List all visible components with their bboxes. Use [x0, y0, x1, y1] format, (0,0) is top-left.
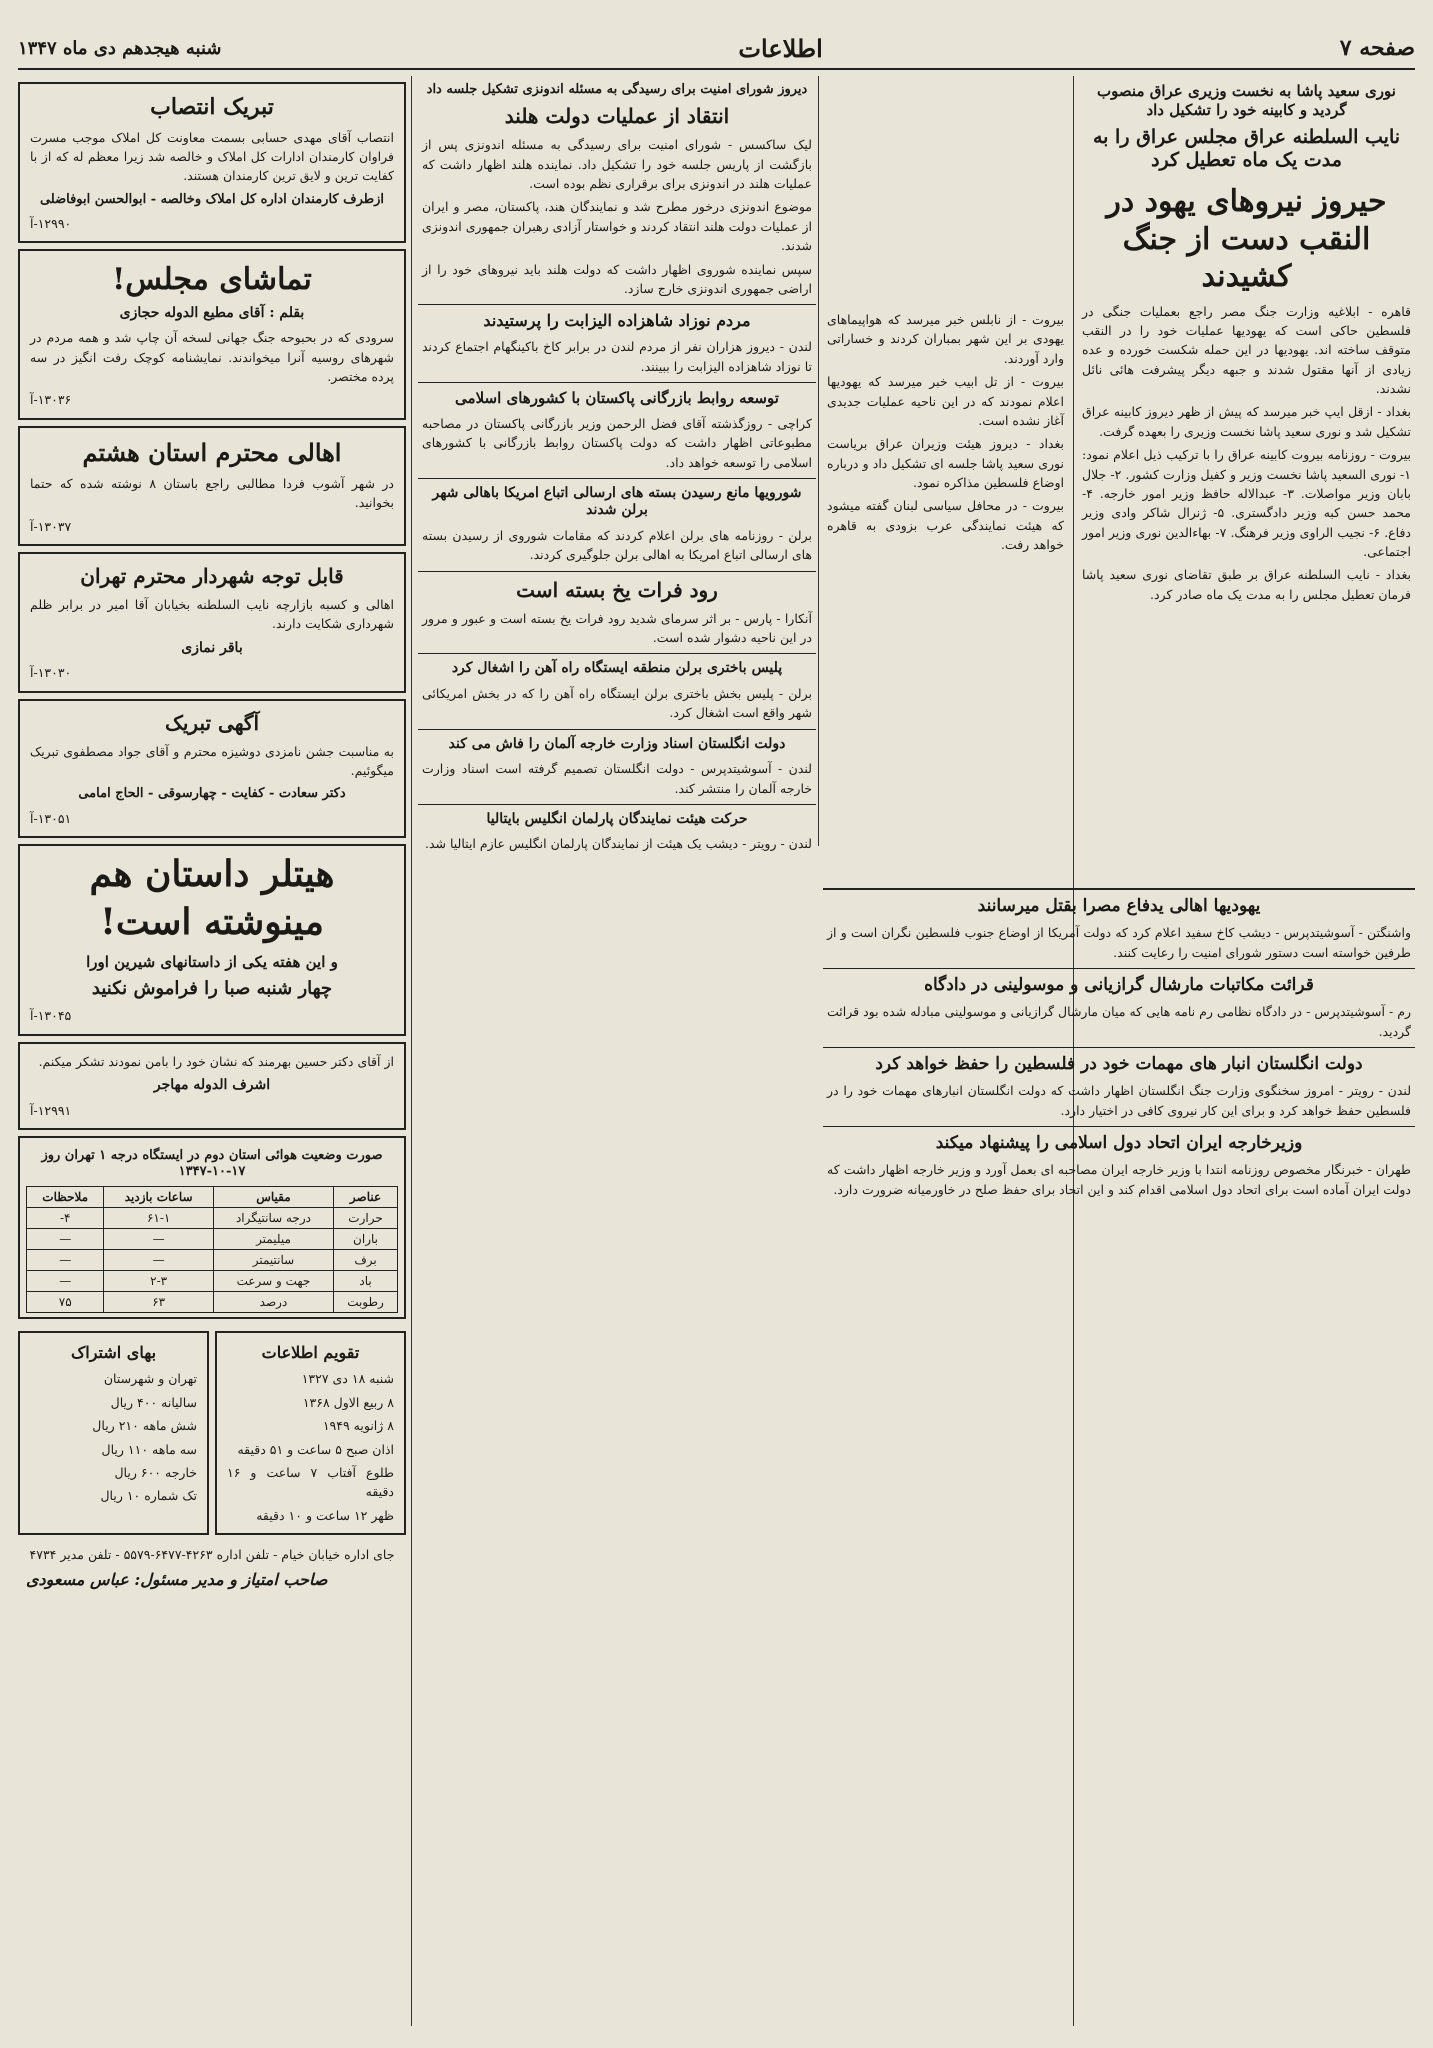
article-text: آنکارا - پارس - بر اثر سرمای شدید رود فرات یخ بسته است و عبور و مرور در این ناحیه دشوار شده است.	[422, 610, 812, 645]
article-text: سپس نماینده شوروی اظهار داشت که دولت هلند باید نیروهای خود را از اراضی جمهوری اندونزی خارج سازد.	[422, 261, 812, 296]
table-row	[27, 1208, 398, 1229]
headline-iraq-2: نایب السلطنه عراق مجلس عراق را به مدت یک ماه تعطیل کرد	[1092, 125, 1401, 172]
column-rule	[411, 76, 412, 2026]
ad-title: آگهی تبریک	[164, 710, 260, 735]
newspaper-name: اطلاعات	[738, 33, 823, 63]
article-text: لیک ساکسس - شورای امنیت برای رسیدگی به مسئله اندونزی پس از بازگشت از پاریس جلسه خود را تشکیل داد. نماینده هلند اظهار داشت که عملیات هلند در اندونزی برای برقراری نظم بوده است.	[422, 137, 812, 191]
office-address: جای اداره خیابان خیام - تلفن اداره ۴۲۶۳-۶۴۷۷-۵۵۷۹ - تلفن مدیر ۴۷۳۴	[29, 1547, 395, 1563]
table-cell: —	[27, 1271, 104, 1292]
article-text: بیروت - از تل ابیب خبر میرسد که یهودیها اعلام نمودند که در این ناحیه عملیات جدیدی آغاز نشده است.	[827, 374, 1064, 428]
ad-theatre	[18, 249, 406, 420]
table-cell: جهت و سرعت	[213, 1271, 333, 1292]
divider	[823, 1126, 1415, 1127]
article-text: رم - آسوشیتدپرس - در دادگاه نظامی رم نامه هایی که میان مارشال گرازیانی و موسولینی مبادله شده بود قرائت گردید.	[827, 1004, 1411, 1039]
table-cell: —	[27, 1229, 104, 1250]
ad-congrats	[18, 699, 406, 838]
table-row	[27, 1229, 398, 1250]
ad-code: ۱۳۰۴۵-آ	[30, 1008, 72, 1024]
table-cell: ۷۵	[27, 1292, 104, 1313]
divider	[823, 1047, 1415, 1048]
divider	[418, 653, 816, 654]
divider	[418, 304, 816, 305]
article-text: واشنگتن - آسوشیتدپرس - دیشب کاخ سفید اعلام کرد که دولت آمریکا از اوضاع جنوب فلسطین نگران است و از طرفین خواسته است دستور شورای امنیت را رعایت کنند.	[827, 925, 1411, 960]
column-world	[418, 76, 816, 2026]
headline-islamic-union: وزیرخارجه ایران اتحاد دول اسلامی را پیشنهاد میکند	[935, 1133, 1303, 1153]
headline-negev: حیروز نیروهای یهود در النقب دست از جنگ کشیدند	[1106, 184, 1387, 294]
ad-signature: دکتر سعادت - کفایت - چهارسوقی - الحاج امامی	[78, 786, 346, 802]
ad-code: ۱۳۰۳۶-آ	[30, 392, 72, 408]
article-text: بغداد - نایب السلطنه عراق بر طبق تقاضای نوری سعید پاشا فرمان تعطیل مجلس را به مدت یک ماه صادر کرد.	[1082, 567, 1411, 602]
table-cell: —	[27, 1250, 104, 1271]
table-cell: —	[104, 1250, 214, 1271]
article-text: لندن - دیروز هزاران نفر از مردم لندن در برابر کاخ باکینگهام اجتماع کردند تا نوزاد شاهزاده الیزابت را ببینند.	[422, 339, 812, 374]
article-text: موضوع اندونزی درخور مطرح شد و نمایندگان هند، پاکستان، مصر و ایران از عملیات دولت هلند انتقاد کردند و خواستار آزادی رهبران جمهوری اندونزی شدند.	[422, 199, 812, 254]
headline-britain-depots: دولت انگلستان انبار های مهمات خود در فلسطین را حفظ خواهد کرد	[875, 1054, 1363, 1074]
subscription-box	[18, 1331, 209, 1535]
ad-signature: باقر نمازی	[181, 639, 243, 656]
ad-province	[18, 426, 406, 546]
headline-pakistan: توسعه روابط بازرگانی پاکستان با کشورهای اسلامی	[455, 389, 779, 407]
column-ads	[18, 76, 406, 2026]
ad-hitler-story	[18, 844, 406, 1036]
headline-berlin-parcels: شورویها مانع رسیدن بسته های ارسالی اتباع امریکا باهالی شهر برلن شدند	[432, 484, 802, 519]
table-cell: سانتیمتر	[213, 1250, 333, 1271]
divider	[418, 571, 816, 572]
publisher-signature: صاحب امتیاز و مدیر مسئول: عباس مسعودی	[26, 1570, 328, 1590]
ad-code: ۱۳۰۵۱-آ	[30, 810, 72, 826]
subscription-line: خارجه ۶۰۰ ریال	[114, 1464, 197, 1480]
table-cell: درصد	[213, 1292, 333, 1313]
table-cell: برف	[334, 1250, 398, 1271]
article-text: کراچی - روزگذشته آقای فضل الرحمن وزیر بازرگانی پاکستان در مصاحبه مطبوعاتی اظهار داشت که دولت پاکستان روابط بازرگانی با کشورهای اسلامی را توسعه خواهد داد.	[422, 415, 812, 470]
calendar-line: اذان صبح ۵ ساعت و ۵۱ دقیقه	[237, 1441, 394, 1457]
lower-news-block	[823, 888, 1415, 2030]
divider	[418, 478, 816, 479]
ad-title: هیتلر داستان هم مینوشته است!	[89, 852, 335, 944]
ad-appointment	[18, 82, 406, 243]
headline-royal-baby: مردم نوزاد شاهزاده الیزابت را پرستیدند	[483, 311, 751, 331]
weather-header: عناصر	[334, 1187, 398, 1208]
table-cell: حرارت	[334, 1208, 398, 1229]
ad-code: ۱۳۰۳۷-آ	[30, 518, 72, 534]
ad-signature: اشرف الدوله مهاجر	[153, 1077, 271, 1094]
ad-title: تبریک انتصاب	[150, 94, 274, 120]
weather-header: مقیاس	[213, 1187, 333, 1208]
weather-table	[26, 1186, 398, 1313]
divider	[418, 382, 816, 383]
calendar-title: تقویم اطلاعات	[261, 1343, 360, 1363]
subscription-title: بهای اشتراک	[70, 1343, 157, 1363]
subscription-line: تک شماره ۱۰ ریال	[100, 1488, 197, 1504]
calendar-line: ۸ ربیع الاول ۱۳۶۸	[302, 1394, 394, 1410]
ad-title: قابل توجه شهردار محترم تهران	[80, 563, 344, 588]
article-text: بغداد - ازقل ایپ خبر میرسد که پیش از ظهر دیروز کابینه عراق تشکیل شد و نوری سعید پاشا نخست وزیری را بعهده گرفت.	[1082, 404, 1411, 439]
table-cell: ۶۱-۱	[104, 1208, 214, 1229]
ad-tagline: چهار شنبه صبا را فراموش نکنید	[91, 977, 333, 999]
table-cell: ۴-	[27, 1208, 104, 1229]
ad-code: ۱۳۰۳۰-آ	[30, 665, 72, 681]
headline-egypt: یهودیها اهالی یدفاع مصرا بقتل میرسانند	[977, 896, 1261, 916]
ad-thanks	[18, 1042, 406, 1130]
article-text: لندن - آسوشیتدپرس - دولت انگلستان تصمیم گرفته است اسناد وزارت خارجه آلمان را منتشر کند.	[422, 761, 812, 796]
divider	[418, 729, 816, 730]
ad-text: و این هفته یکی از داستانهای شیرین اورا	[86, 953, 338, 972]
weather-header: ساعات بازدید	[104, 1187, 214, 1208]
subscription-line: شش ماهه ۲۱۰ ریال	[92, 1418, 197, 1434]
ad-text: در شهر آشوب فردا مطالبی راجع باستان ۸ نوشته شده که حتما بخوانید.	[30, 475, 394, 511]
headline-berlin-police: پلیس باختری برلن منطقه ایستگاه راه آهن را اشغال کرد	[451, 660, 783, 677]
subscription-line: تهران و شهرستان	[103, 1371, 197, 1387]
calendar-line: ظهر ۱۲ ساعت و ۱۰ دقیقه	[256, 1507, 394, 1523]
ad-text: اهالی و کسبه بازارچه نایب السلطنه بخیابان آقا امیر در برابر ظلم شهرداری شکایت دارند.	[30, 596, 394, 632]
subscription-line: سالیانه ۴۰۰ ریال	[110, 1394, 197, 1410]
ad-code: ۱۲۹۹۱-آ	[30, 1102, 72, 1118]
article-text: برلن - روزنامه های برلن اعلام کردند که مقامات شوروی از رسیدن بسته های ارسالی اتباع امریکا به اهالی برلن جلوگیری کردند.	[422, 527, 812, 563]
calendar-box	[215, 1331, 406, 1535]
table-cell: میلیمتر	[213, 1229, 333, 1250]
ad-signature: ازطرف کارمندان اداره کل املاک وخالصه - ابوالحسن ابوفاضلی	[39, 191, 385, 207]
article-text: طهران - خبرنگار مخصوص روزنامه انتدا با وزیر خارجه ایران مصاحبه ای بعمل آورد و وزیر خارجه اظهار داشت که دولت ایران آماده است برای اتحاد دول اسلامی اقدام کند و این اتحاد برای حفظ صلح در خاورمیانه ضرورت دارد.	[827, 1162, 1411, 1197]
subscription-line: سه ماهه ۱۱۰ ریال	[101, 1441, 197, 1457]
calendar-line: طلوع آفتاب ۷ ساعت و ۱۶ دقیقه	[227, 1464, 394, 1500]
article-text: بیروت - در محافل سیاسی لبنان گفته میشود که هیئت نمایندگی عرب بزودی به قاهره خواهد رفت.	[827, 498, 1064, 553]
ad-text: سرودی که در بحبوحه جنگ جهانی لسخه آن چاپ شد و همه مردم در شهرهای روسیه آنرا میخواندند. نمایشنامه کوچک رفت انگیز در سه پرده مختصر.	[30, 330, 394, 384]
divider	[418, 804, 816, 805]
headline-iraq-1: نوری سعید پاشا به نخست وزیری عراق منصوب گردید و کابینه خود را تشکیل داد	[1097, 82, 1396, 119]
article-text: بیروت - روزنامه بیروت کابینه عراق را با ترکیب ذیل اعلام نمود: ۱- نوری السعید پاشا نخست وزیر و کفیل وزارت کشور. ۲- جلال بابان وزیر مواصلات. ۳- عبدالاله حافظ وزیر امور خارجه. ۴- محمد حسن کبه وزیر دادگستری. ۵- ژنرال شاکر وادی وزیر دفاع. ۶- نجیب الراوی وزیر فرهنگ. ۷- بهاءالدین نوری وزیر امور اجتماعی.	[1082, 447, 1411, 559]
ad-mayor	[18, 552, 406, 693]
calendar-line: شنبه ۱۸ دی ۱۳۲۷	[301, 1371, 394, 1387]
calendar-line: ۸ ژانویه ۱۹۴۹	[322, 1418, 394, 1434]
table-cell: رطوبت	[334, 1292, 398, 1313]
page-number: صفحه ۷	[1339, 35, 1415, 61]
headline-holland: انتقاد از عملیات دولت هلند	[504, 104, 730, 129]
ad-text: انتصاب آقای مهدی حسابی بسمت معاونت کل املاک موجب مسرت فراوان کارمندان ادارات کل املاک و خالصه شد زیرا معظم له که از با کفایت ترین و لایق ترین کارمندان هستند.	[30, 129, 394, 184]
article-text: لندن - رویتر - دیشب یک هیئت از نمایندگان پارلمان انگلیس عازم ایتالیا شد.	[425, 836, 812, 852]
table-row	[27, 1271, 398, 1292]
ad-title: اهالی محترم استان هشتم	[82, 437, 342, 467]
article-text: قاهره - ابلاغیه وزارت جنگ مصر راجع بعملیات جنگی در فلسطین حاکی است که یهودیها عملیات خود را در النقب متوقف ساخته اند. یهودیها در این حمله شکست خورده و عده زیادی از آنها مقتول شدند و جبهه دیگر پیشرفت هائی نائل نشدند.	[1082, 303, 1411, 396]
ad-text: به مناسبت جشن نامزدی دوشیزه محترم و آقای جواد مصطفوی تبریک میگوئیم.	[30, 743, 394, 778]
footer-boxes	[18, 1325, 406, 1541]
column-rule	[818, 76, 819, 846]
ad-author: بقلم : آقای مطیع الدوله حجازی	[119, 304, 305, 321]
headline-graziani: قرائت مکاتبات مارشال گرازیانی و موسولینی در دادگاه	[924, 975, 1314, 995]
table-cell: باد	[334, 1271, 398, 1292]
table-cell: باران	[334, 1229, 398, 1250]
article-text: بیروت - از نابلس خبر میرسد که هواپیماهای یهودی بر این شهر بمباران کردند و خساراتی وارد آوردند.	[827, 312, 1064, 366]
table-cell: درجه سانتیگراد	[213, 1208, 333, 1229]
ad-title: تماشای مجلس!	[112, 262, 312, 298]
masthead	[18, 28, 1415, 70]
weather-header: ملاحظات	[27, 1187, 104, 1208]
headline-german-documents: دولت انگلستان اسناد وزارت خارجه آلمان را فاش می کند	[448, 735, 786, 752]
table-cell: —	[104, 1229, 214, 1250]
table-row	[27, 1292, 398, 1313]
newspaper-page	[18, 28, 1415, 2028]
article-text: لندن - رویتر - امروز سخنگوی وزارت جنگ انگلستان اظهار داشت که دولت انگلستان انبارهای مهمات خود را در فلسطین حفظ خواهد کرد و برای این کار نیروی کافی در اختیار دارد.	[827, 1083, 1411, 1118]
ad-text: از آقای دکتر حسین بهرمند که نشان خود را بامن نمودند تشکر میکنم.	[38, 1053, 394, 1069]
divider	[823, 968, 1415, 969]
weather-title: صورت وضعیت هوائی استان دوم در ایستگاه درجه ۱ تهران روز ۱۷-۱۰-۱۳۴۷	[41, 1147, 383, 1180]
headline-un-council: دیروز شورای امنیت برای رسیدگی به مسئله اندونزی تشکیل جلسه داد	[426, 82, 808, 97]
issue-date: شنبه هیجدهم دی ماه ۱۳۴۷	[18, 37, 222, 59]
table-cell: ۶۳	[104, 1292, 214, 1313]
table-cell: ۲-۳	[104, 1271, 214, 1292]
headline-parliament-italy: حرکت هیئت نمایندگان پارلمان انگلیس بایتالیا	[486, 810, 748, 827]
table-row	[27, 1250, 398, 1271]
article-text: برلن - پلیس بخش باختری برلن ایستگاه راه آهن را که در بخش امریکائی شهر واقع است اشغال کرد.	[422, 685, 812, 721]
weather-report	[18, 1136, 406, 1320]
article-text: بغداد - دیروز هیئت وزیران عراق بریاست نوری سعید پاشا جلسه ای تشکیل داد و درباره اوضاع فلسطین مذاکره نمود.	[827, 436, 1064, 490]
ad-code: ۱۲۹۹۰-آ	[30, 215, 72, 231]
headline-euphrates: رود فرات یخ بسته است	[516, 577, 718, 602]
